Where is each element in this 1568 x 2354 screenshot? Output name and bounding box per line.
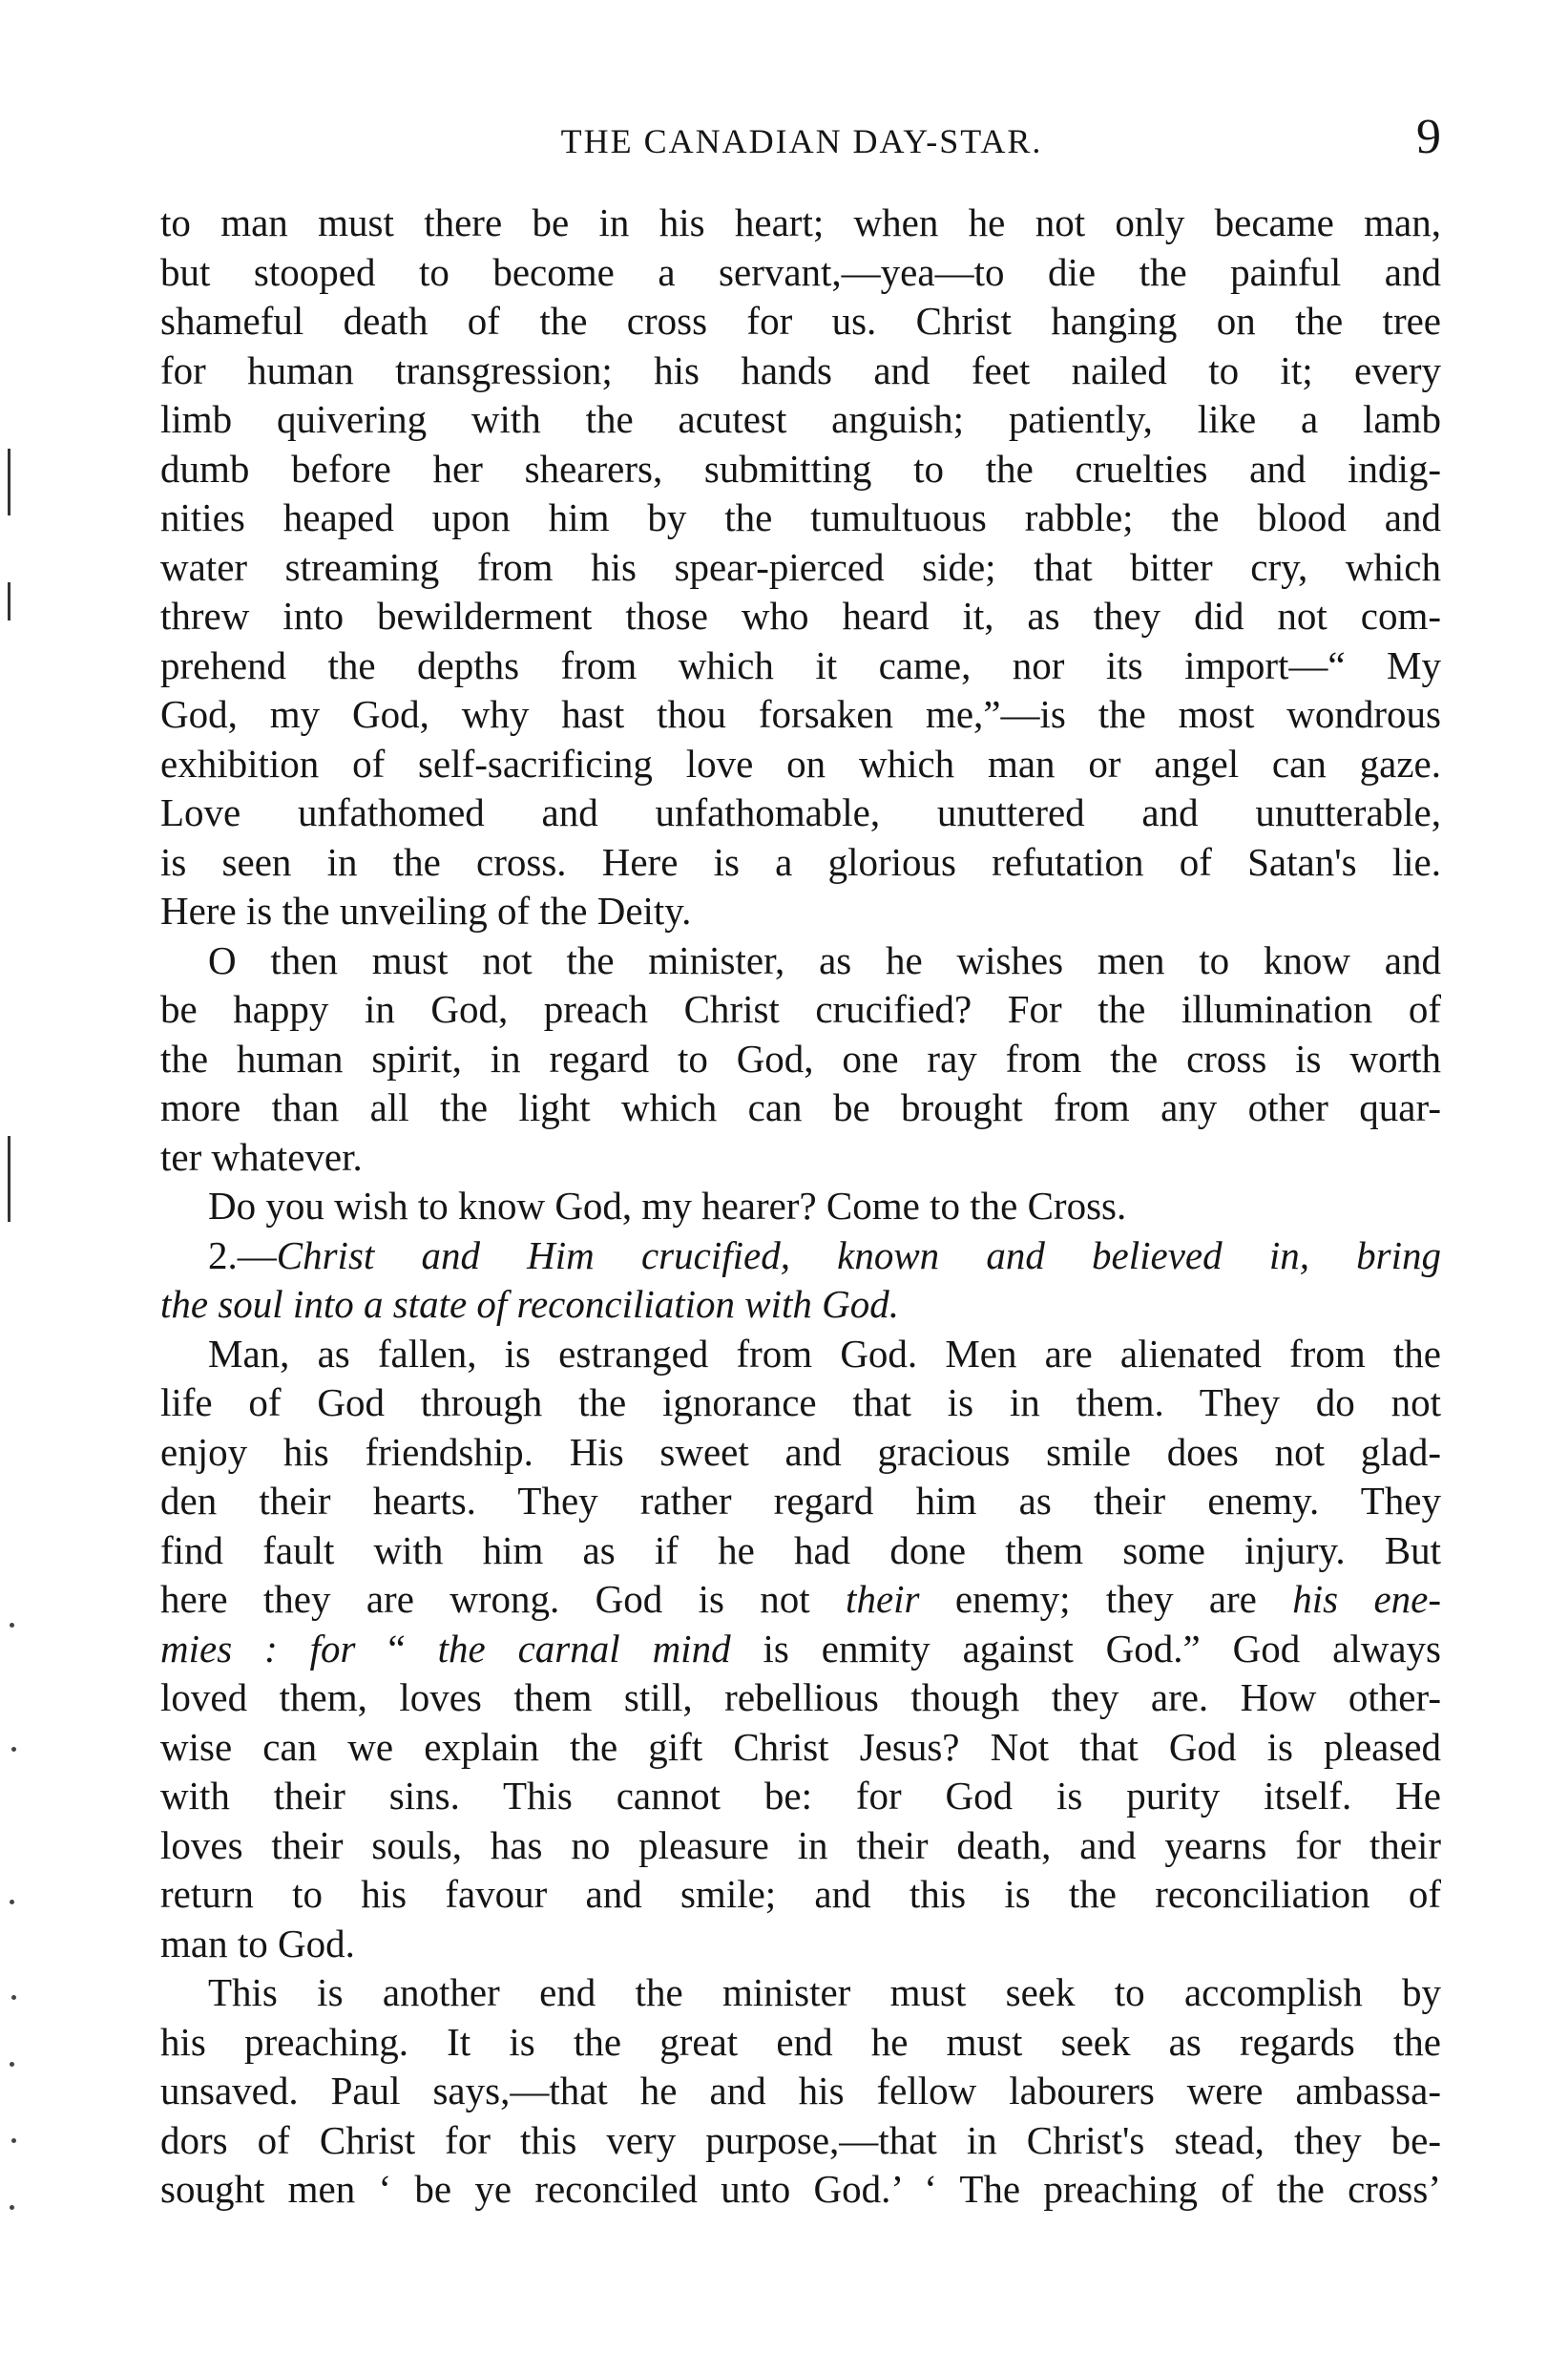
text-segment: his preaching. It is the great end he must seek as regards the <box>160 2019 1441 2064</box>
text-segment: find fault with him as if he had done them some injury. But <box>160 1527 1441 1572</box>
text-segment: Do you wish to know God, my hearer? Come to the Cross. <box>208 1184 1127 1228</box>
text-line <box>160 936 1441 986</box>
text-segment: loves their souls, has no pleasure in their death, and yearns for their <box>160 1822 1441 1867</box>
text-line <box>160 1870 1441 1920</box>
text-segment: be happy in God, preach Christ crucified? For the illumination of <box>160 987 1441 1031</box>
text-line <box>160 1920 1441 1969</box>
text-line <box>160 2067 1441 2116</box>
italic-text: mies : for <box>160 1626 356 1671</box>
text-segment: is seen in the cross. Here is a glorious refutation of Satan's lie. <box>160 839 1441 884</box>
text-segment: dors of Christ for this very purpose,—that in Christ's stead, they be- <box>160 2117 1441 2162</box>
margin-scan-marks <box>0 0 38 2354</box>
text-segment: prehend the depths from which it came, nor its import—“ My <box>160 642 1441 687</box>
text-line <box>160 1428 1441 1478</box>
text-line <box>160 2018 1441 2068</box>
text-segment: dumb before her shearers, submitting to the cruelties and indig- <box>160 446 1441 491</box>
text-segment: enemy; they are <box>919 1577 1293 1621</box>
text-line <box>160 838 1441 888</box>
text-segment: but stooped to become a servant,—yea—to die the painful and <box>160 249 1441 294</box>
text-line <box>160 1723 1441 1773</box>
text-segment: O then must not the minister, as he wishes men to know and <box>208 937 1441 982</box>
text-line <box>160 1772 1441 1821</box>
text-line <box>160 2116 1441 2166</box>
body-text <box>160 199 1441 2215</box>
italic-text: Christ and Him crucified, known and believed in, bring <box>276 1232 1441 1277</box>
text-segment: shameful death of the cross for us. Christ hanging on the tree <box>160 299 1441 343</box>
text-line <box>160 1378 1441 1428</box>
text-segment: Love unfathomed and unfathomable, unuttered and unutterable, <box>160 790 1441 834</box>
text-line <box>160 592 1441 641</box>
text-segment: wise can we explain the gift Christ Jesus? Not that God is pleased <box>160 1724 1441 1769</box>
italic-text: their <box>846 1577 920 1621</box>
text-segment: here they are wrong. God is not <box>160 1577 847 1621</box>
text-segment: Man, as fallen, is estranged from God. Men are alienated from the <box>208 1331 1441 1376</box>
text-segment: man to God. <box>160 1921 355 1965</box>
text-line <box>160 985 1441 1035</box>
text-line <box>160 1330 1441 1379</box>
text-line <box>160 1575 1441 1625</box>
italic-text: his ene- <box>1292 1577 1441 1621</box>
text-line <box>160 1968 1441 2018</box>
text-segment: return to his favour and smile; and this is the reconciliation of <box>160 1872 1441 1916</box>
text-segment: to man must there be in his heart; when he not only became man, <box>160 200 1441 244</box>
text-segment: This is another end the minister must seek to accomplish by <box>208 1970 1441 2014</box>
text-segment: for human transgression; his hands and feet nailed to it; every <box>160 347 1441 392</box>
text-segment: with their sins. This cannot be: for God is purity itself. He <box>160 1774 1441 1818</box>
text-line <box>160 641 1441 691</box>
text-segment: unsaved. Paul says,—that he and his fellow labourers were ambassa- <box>160 2069 1441 2112</box>
text-line <box>160 1083 1441 1133</box>
text-segment: water streaming from his spear-pierced side; that bitter cry, which <box>160 544 1441 589</box>
text-segment: is enmity against God.” God always <box>730 1626 1441 1671</box>
text-line <box>160 1133 1441 1183</box>
text-segment: “ <box>355 1626 438 1671</box>
text-segment: limb quivering with the acutest anguish; patiently, like a lamb <box>160 397 1441 441</box>
text-line <box>160 740 1441 789</box>
text-line <box>160 1673 1441 1723</box>
text-line <box>160 199 1441 248</box>
text-line <box>160 1821 1441 1871</box>
text-segment: life of God through the ignorance that is in them. They do not <box>160 1380 1441 1424</box>
page-number: 9 <box>1416 110 1441 164</box>
text-line <box>160 347 1441 396</box>
text-line <box>160 1625 1441 1674</box>
text-line <box>160 395 1441 445</box>
text-line <box>160 1477 1441 1526</box>
text-segment: threw into bewilderment those who heard it, as they did not com- <box>160 594 1441 638</box>
text-line <box>160 2165 1441 2215</box>
text-segment: den their hearts. They rather regard him as their enemy. They <box>160 1479 1441 1523</box>
text-line <box>160 1182 1441 1231</box>
text-segment: Here is the unveiling of the Deity. <box>160 889 692 933</box>
italic-text: the carnal mind <box>437 1626 731 1671</box>
text-segment: nities heaped upon him by the tumultuous rabble; the blood and <box>160 495 1441 539</box>
running-header <box>162 110 1441 170</box>
text-segment: sought men ‘ be ye reconciled unto God.’ ‘ The preaching of the cross’ <box>160 2167 1441 2211</box>
text-segment: 2.— <box>208 1232 277 1277</box>
text-line <box>160 690 1441 740</box>
text-segment: ter whatever. <box>160 1134 363 1179</box>
text-segment: loved them, loves them still, rebellious though they are. How other- <box>160 1675 1441 1719</box>
text-segment: exhibition of self-sacrificing love on which man or angel can gaze. <box>160 741 1441 786</box>
page-title: THE CANADIAN DAY-STAR. <box>560 122 1043 160</box>
text-segment: enjoy his friendship. His sweet and gracious smile does not glad- <box>160 1429 1441 1474</box>
text-line <box>160 248 1441 298</box>
text-line <box>160 543 1441 593</box>
text-line <box>160 887 1441 936</box>
text-segment: the human spirit, in regard to God, one ray from the cross is worth <box>160 1036 1441 1081</box>
text-line <box>160 1526 1441 1576</box>
text-line <box>160 1035 1441 1084</box>
text-line <box>160 788 1441 838</box>
text-line <box>160 445 1441 494</box>
text-segment: more than all the light which can be brought from any other quar- <box>160 1085 1441 1129</box>
text-segment: God, my God, why hast thou forsaken me,”—is the most wondrous <box>160 692 1441 736</box>
text-line <box>160 1280 1441 1330</box>
italic-text: the soul into a state of reconciliation with God. <box>160 1282 900 1326</box>
text-line <box>160 494 1441 543</box>
text-line <box>160 1231 1441 1281</box>
text-line <box>160 297 1441 347</box>
